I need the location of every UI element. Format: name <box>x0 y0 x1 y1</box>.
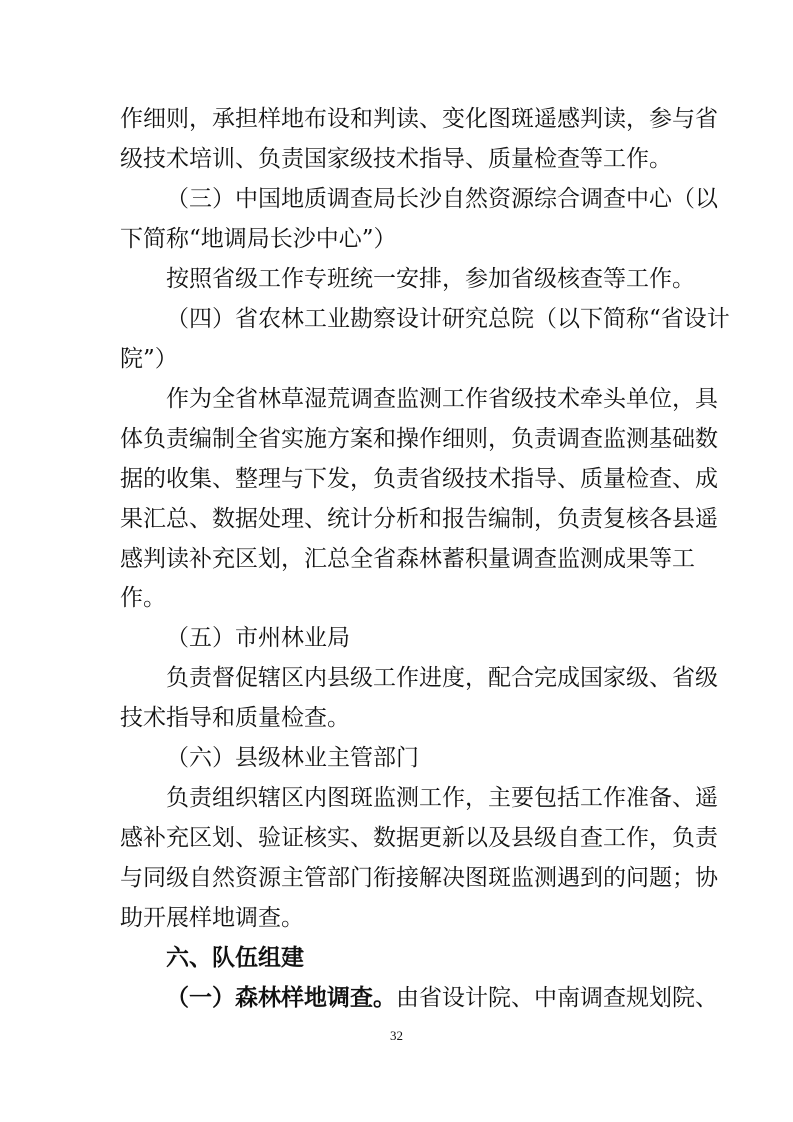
subsection-line <box>166 978 718 1018</box>
section-heading-4-cont: 院”） <box>120 346 178 372</box>
paragraph-line: 果汇总、数据处理、统计分析和报告编制，负责复核各县遥 <box>120 506 718 532</box>
paragraph-line: 负责督促辖区内县级工作进度，配合完成国家级、省级 <box>166 665 718 691</box>
paragraph-line: 助开展样地调查。 <box>120 905 304 931</box>
paragraph-line: 按照省级工作专班统一安排，参加省级核查等工作。 <box>166 266 695 292</box>
paragraph-line: 级技术培训、负责国家级技术指导、质量检查等工作。 <box>120 146 672 172</box>
paragraph-line: 据的收集、整理与下发，负责省级技术指导、质量检查、成 <box>120 466 718 492</box>
section-heading-4: （四）省农林工业勘察设计研究总院（以下简称“省设计 <box>166 306 730 332</box>
chapter-heading: 六、队伍组建 <box>166 945 304 971</box>
paragraph-line: 技术指导和质量检查。 <box>120 705 350 731</box>
section-heading-5: （五）市州林业局 <box>166 625 350 651</box>
paragraph-line: 作。 <box>120 585 166 611</box>
section-heading-3-cont: 下简称“地调局长沙中心”） <box>120 226 397 252</box>
paragraph-line: 负责组织辖区内图斑监测工作，主要包括工作准备、遥 <box>166 785 718 811</box>
paragraph-line: 感判读补充区划，汇总全省森林蓄积量调查监测成果等工 <box>120 546 695 572</box>
paragraph-line: 感补充区划、验证核实、数据更新以及县级自查工作，负责 <box>120 825 718 851</box>
paragraph-line: 作为全省林草湿荒调查监测工作省级技术牵头单位，具 <box>166 386 718 412</box>
page-number: 32 <box>390 1028 403 1043</box>
paragraph-line: 与同级自然资源主管部门衔接解决图斑监测遇到的问题；协 <box>120 865 718 891</box>
subsection-text: 由省设计院、中南调查规划院、 <box>396 985 718 1011</box>
subsection-heading-1: （一）森林样地调查。 <box>166 984 396 1011</box>
section-heading-6: （六）县级林业主管部门 <box>166 745 419 771</box>
paragraph-line: 体负责编制全省实施方案和操作细则，负责调查监测基础数 <box>120 426 718 452</box>
section-heading-3: （三）中国地质调查局长沙自然资源综合调查中心（以 <box>166 186 718 212</box>
paragraph-line: 作细则，承担样地布设和判读、变化图斑遥感判读，参与省 <box>120 106 718 132</box>
